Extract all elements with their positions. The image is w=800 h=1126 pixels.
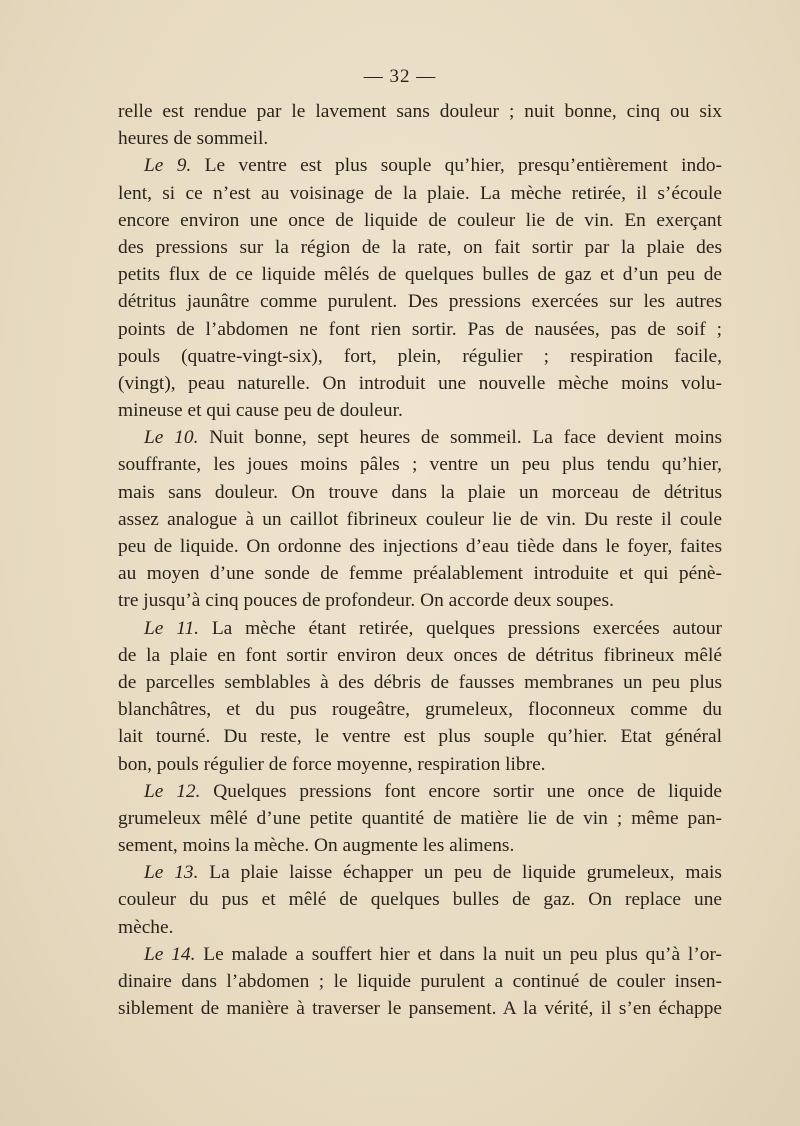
- text-line: mais sans douleur. On trouve dans la plaie un morceau de détritus: [118, 481, 722, 503]
- text-line: mineuse et qui cause peu de douleur.: [118, 400, 403, 422]
- paragraph: [118, 98, 722, 152]
- text-line: assez analogue à un caillot fibrineux couleur lie de vin. Du reste il coule: [118, 508, 722, 530]
- text-line: lent, si ce n’est au voisinage de la plaie. La mèche retirée, il s’écoule: [118, 182, 722, 204]
- paragraph-day-12: [118, 778, 722, 860]
- text-line: [118, 152, 722, 179]
- text-line: pouls (quatre-vingt-six), fort, plein, régulier ; respiration facile,: [118, 345, 722, 367]
- day-label: Le 12.: [144, 780, 201, 802]
- text-line: [118, 941, 722, 968]
- text-line: dinaire dans l’abdomen ; le liquide purulent a continué de couler insen-: [118, 971, 722, 992]
- text-line: peu de liquide. On ordonne des injections d’eau tiède dans le foyer, faites: [118, 536, 722, 557]
- day-label: Le 10.: [144, 427, 199, 449]
- paragraph-day-11: [118, 615, 722, 778]
- text-line: souffrante, les joues moins pâles ; ventre un peu plus tendu qu’hier,: [118, 454, 722, 476]
- paragraph-day-13: [118, 859, 722, 941]
- paragraph-day-9: [118, 152, 722, 424]
- day-label: Le 13.: [144, 862, 199, 884]
- line-text: Le ventre est plus souple qu’hier, presqu’entièrement indo-: [191, 155, 722, 177]
- page-body: [118, 98, 722, 1022]
- page-number: — 32 —: [363, 66, 437, 87]
- day-label: Le 9.: [144, 155, 192, 177]
- text-line: lait tourné. Du reste, le ventre est plus souple qu’hier. Etat général: [118, 726, 722, 748]
- text-line: points de l’abdomen ne font rien sortir. Pas de nausées, pas de soif ;: [118, 318, 722, 340]
- text-line: siblement de manière à traverser le pansement. A la vérité, il s’en échappe: [118, 998, 722, 1020]
- text-line: détritus jaunâtre comme purulent. Des pressions exercées sur les autres: [118, 291, 722, 313]
- line-text: Quelques pressions font encore sortir une once de liquide: [200, 780, 722, 802]
- text-line: petits flux de ce liquide mêlés de quelques bulles de gaz et d’un peu de: [118, 264, 722, 286]
- text-line: tre jusqu’à cinq pouces de profondeur. On accorde deux soupes.: [118, 590, 614, 612]
- text-line: au moyen d’une sonde de femme préalablement introduite et qui pénè-: [118, 563, 722, 585]
- text-line: de parcelles semblables à des débris de fausses membranes un peu plus: [118, 671, 722, 693]
- text-line: des pressions sur la région de la rate, on fait sortir par la plaie des: [118, 236, 722, 258]
- text-line: relle est rendue par le lavement sans douleur ; nuit bonne, cinq ou six: [118, 101, 722, 122]
- text-line: sement, moins la mèche. On augmente les alimens.: [118, 835, 515, 857]
- text-line: couleur du pus et mêlé de quelques bulles de gaz. On replace une: [118, 889, 722, 911]
- line-text: Nuit bonne, sept heures de sommeil. La face devient moins: [198, 427, 722, 449]
- day-label: Le 11.: [144, 617, 200, 639]
- text-line: de la plaie en font sortir environ deux onces de détritus fibrineux mêlé: [118, 644, 722, 666]
- text-line: mèche.: [118, 916, 174, 938]
- text-line: blanchâtres, et du pus rougeâtre, grumeleux, floconneux comme du: [118, 699, 722, 721]
- line-text: La mèche étant retirée, quelques pressions exercées autour: [199, 617, 722, 639]
- text-line: [118, 859, 722, 886]
- paragraph-day-10: [118, 424, 722, 614]
- text-line: heures de sommeil.: [118, 128, 269, 150]
- day-label: Le 14.: [144, 943, 196, 965]
- line-text: Le malade a souffert hier et dans la nuit un peu plus qu’à l’or-: [195, 943, 722, 965]
- text-line: [118, 424, 722, 451]
- text-line: grumeleux mêlé d’une petite quantité de matière lie de vin ; même pan-: [118, 807, 722, 829]
- text-line: encore environ une once de liquide de couleur lie de vin. En exerçant: [118, 209, 722, 231]
- paragraph-day-14: [118, 941, 722, 1023]
- line-text: La plaie laisse échapper un peu de liquide grumeleux, mais: [198, 862, 722, 884]
- text-line: (vingt), peau naturelle. On introduit une nouvelle mèche moins volu-: [118, 372, 722, 394]
- text-line: [118, 615, 722, 642]
- text-line: bon, pouls régulier de force moyenne, respiration libre.: [118, 753, 546, 775]
- text-line: [118, 778, 722, 805]
